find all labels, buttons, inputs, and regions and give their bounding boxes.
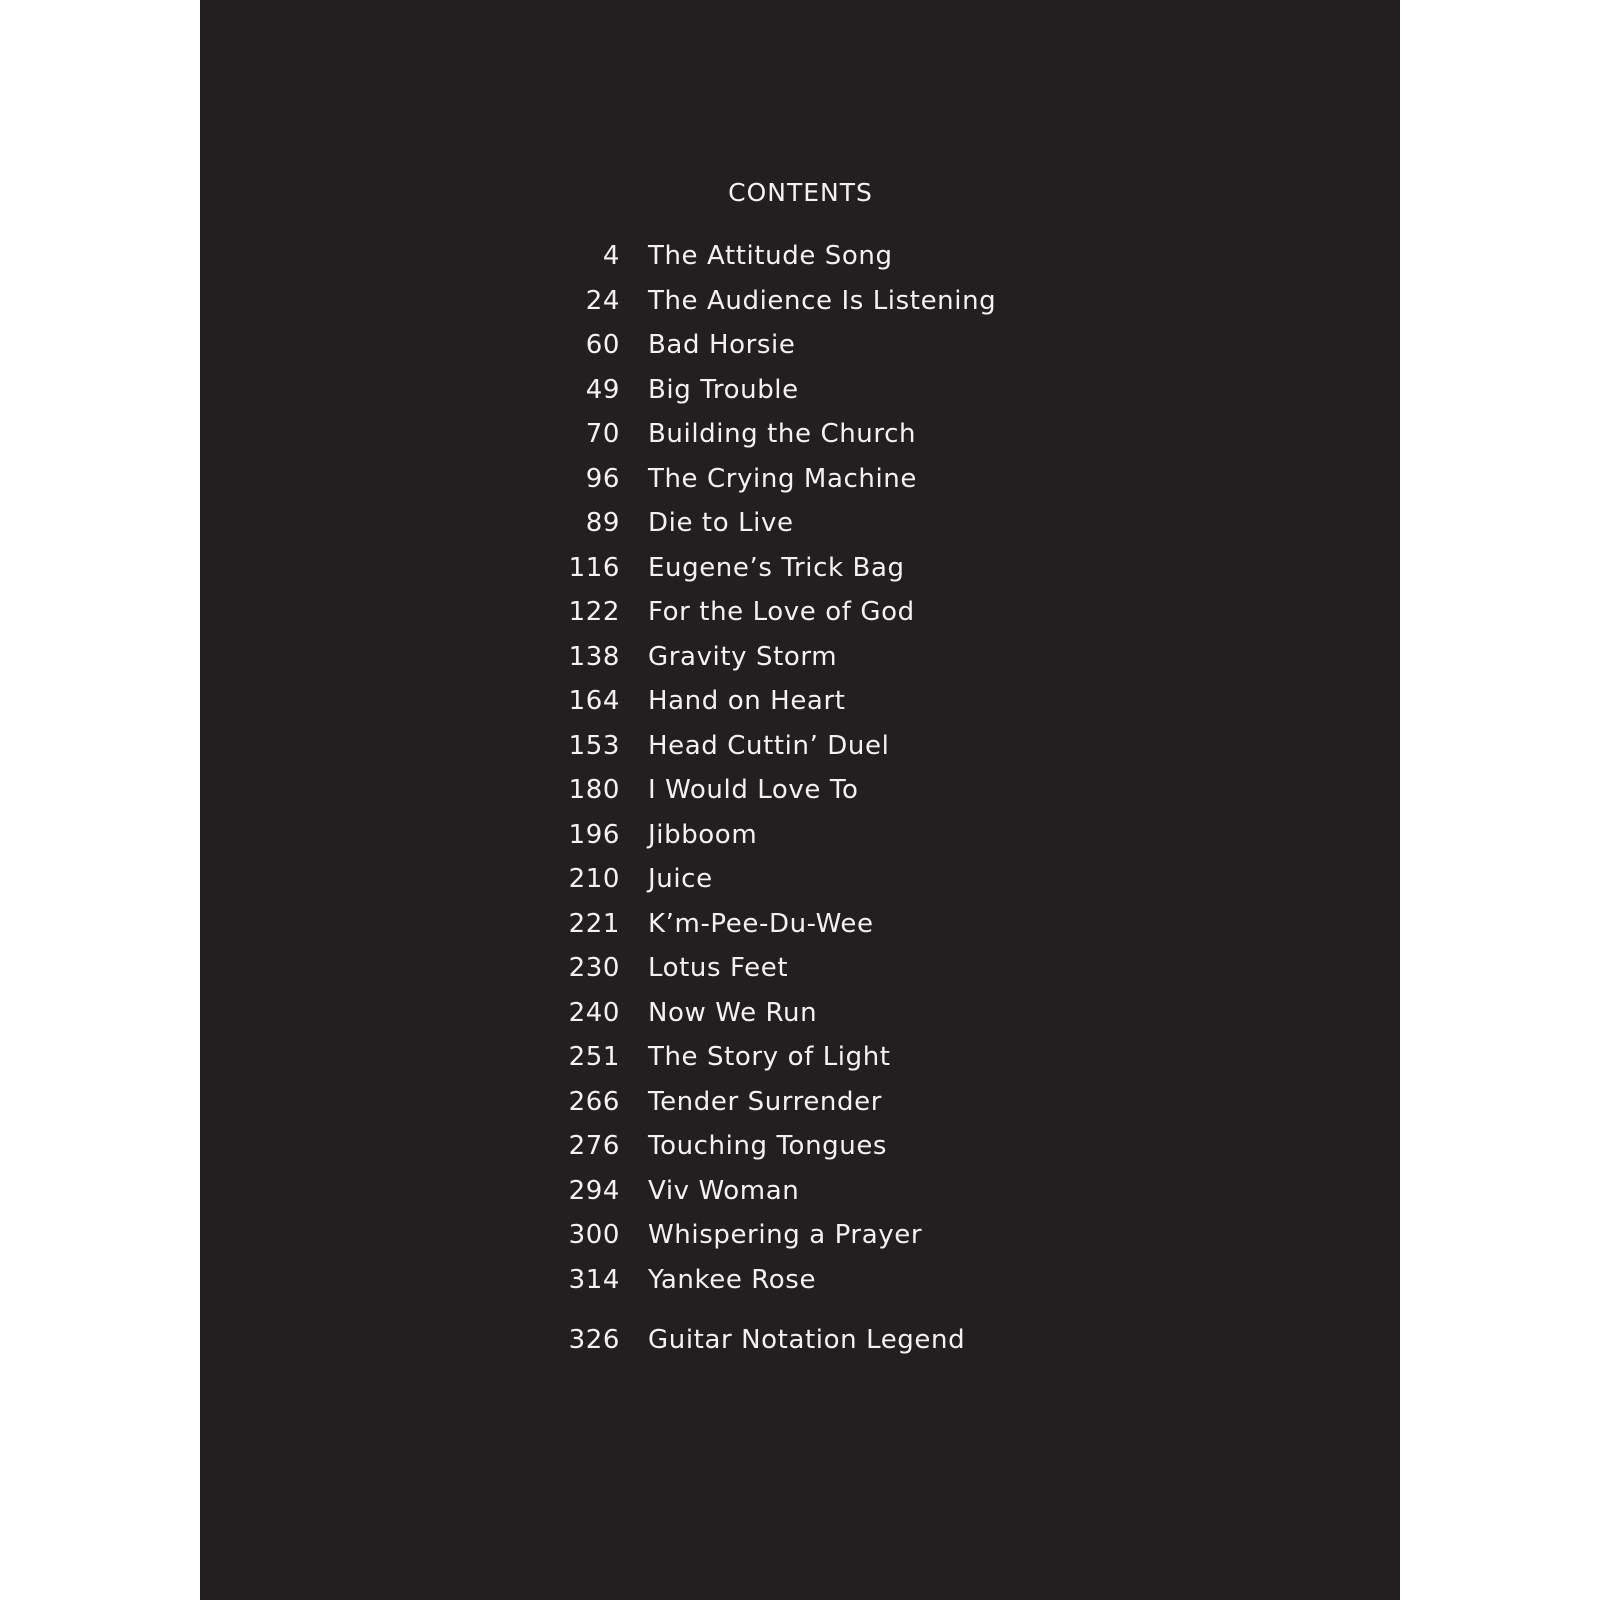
song-title: Now We Run <box>648 997 818 1028</box>
song-title: Die to Live <box>648 508 794 538</box>
song-title: For the Love of God <box>648 597 915 627</box>
contents-entry <box>200 1080 1400 1125</box>
page-number: 70 <box>585 419 620 449</box>
page-number: 138 <box>568 641 620 672</box>
page-number: 276 <box>568 1131 620 1161</box>
contents-entry <box>200 279 1400 324</box>
page-number: 300 <box>568 1220 620 1250</box>
contents-entry <box>200 323 1400 368</box>
page-number: 116 <box>568 552 620 583</box>
song-title: Building the Church <box>648 419 917 449</box>
song-title: Head Cuttin’ Duel <box>648 730 890 761</box>
song-title: Lotus Feet <box>648 953 789 983</box>
page-number: 153 <box>568 730 620 761</box>
contents-entry <box>200 412 1400 457</box>
song-title: The Story of Light <box>648 1042 891 1072</box>
song-title: Touching Tongues <box>648 1131 888 1161</box>
contents-entry <box>200 546 1400 591</box>
contents-entry <box>200 768 1400 813</box>
contents-entry <box>200 457 1400 502</box>
page-number: 180 <box>568 775 620 805</box>
page-number: 326 <box>568 1325 620 1355</box>
contents-entry <box>200 1169 1400 1214</box>
page-number: 89 <box>585 508 620 538</box>
page-number: 49 <box>585 374 620 405</box>
contents-entry <box>200 1213 1400 1258</box>
contents-entry <box>200 946 1400 991</box>
page-number: 122 <box>568 597 620 627</box>
page-number: 230 <box>568 953 620 983</box>
song-title: Hand on Heart <box>648 686 846 716</box>
contents-entry <box>200 590 1400 635</box>
contents-entry <box>200 234 1400 279</box>
contents-entry <box>200 368 1400 413</box>
song-title: I Would Love To <box>648 775 859 805</box>
contents-list <box>200 234 1400 1363</box>
page-number: 60 <box>585 330 620 360</box>
page-number: 251 <box>568 1042 620 1072</box>
page-number: 96 <box>585 463 620 494</box>
page-number: 4 <box>602 241 620 271</box>
page-number: 24 <box>585 285 620 316</box>
contents-entry <box>200 724 1400 769</box>
page-number: 164 <box>568 686 620 716</box>
song-title: Gravity Storm <box>648 641 838 672</box>
contents-entry <box>200 991 1400 1036</box>
song-title: The Audience Is Listening <box>648 285 997 316</box>
contents-entry <box>200 1124 1400 1169</box>
contents-entry <box>200 1035 1400 1080</box>
song-title: Yankee Rose <box>648 1264 817 1295</box>
contents-entry <box>200 1258 1400 1303</box>
legend-title: Guitar Notation Legend <box>648 1325 966 1355</box>
song-title: K’m-Pee-Du-Wee <box>648 908 874 939</box>
contents-heading: CONTENTS <box>728 178 873 207</box>
song-title: Eugene’s Trick Bag <box>648 552 905 583</box>
song-title: Tender Surrender <box>648 1086 882 1117</box>
contents-entry-legend <box>200 1318 1400 1363</box>
song-title: Juice <box>648 864 713 894</box>
page-number: 221 <box>568 908 620 939</box>
song-title: The Crying Machine <box>648 463 917 494</box>
contents-entry <box>200 679 1400 724</box>
contents-entry <box>200 813 1400 858</box>
contents-entry <box>200 857 1400 902</box>
song-title: Big Trouble <box>648 374 799 405</box>
book-page <box>200 0 1400 1600</box>
song-title: Jibboom <box>648 819 758 850</box>
page-number: 266 <box>568 1086 620 1117</box>
contents-entry <box>200 635 1400 680</box>
song-title: Bad Horsie <box>648 330 796 360</box>
contents-entry <box>200 902 1400 947</box>
page-number: 294 <box>568 1175 620 1206</box>
contents-entry <box>200 501 1400 546</box>
song-title: Viv Woman <box>648 1175 800 1206</box>
page-number: 210 <box>568 864 620 894</box>
song-title: Whispering a Prayer <box>648 1220 923 1250</box>
page-number: 196 <box>568 819 620 850</box>
page-number: 314 <box>568 1264 620 1295</box>
song-title: The Attitude Song <box>648 241 893 271</box>
page-number: 240 <box>568 997 620 1028</box>
